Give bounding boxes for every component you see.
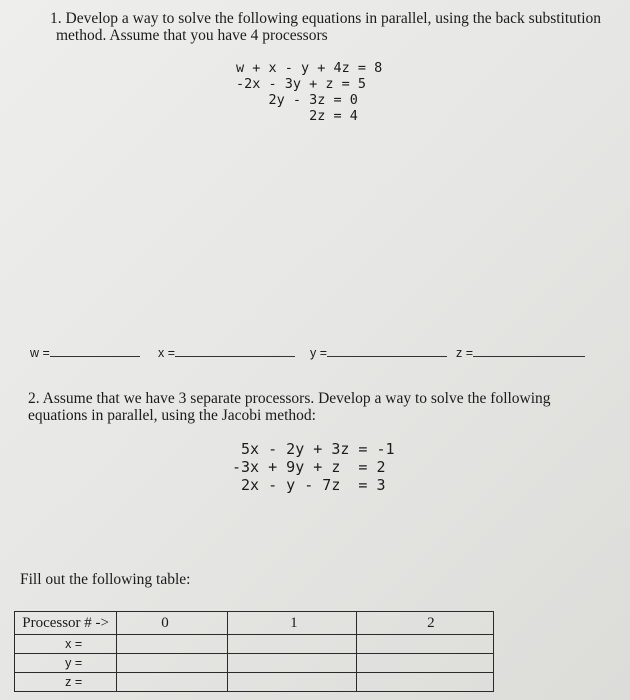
table-cell[interactable] xyxy=(117,673,228,692)
table-instruction: Fill out the following table: xyxy=(20,571,191,588)
answer-x-label: x = xyxy=(158,346,176,360)
equation-line: 5x - 2y + 3z = -1 xyxy=(232,440,395,458)
table-cell[interactable] xyxy=(117,654,228,673)
question-1-equations xyxy=(236,60,382,124)
answer-y-blank[interactable] xyxy=(327,345,447,357)
table-cell[interactable] xyxy=(228,635,357,654)
table-row xyxy=(15,673,494,692)
question-2-equations xyxy=(232,440,395,494)
row-label-y: y = xyxy=(15,654,117,673)
question-1-answer-row xyxy=(30,345,610,375)
answer-z-blank[interactable] xyxy=(473,345,585,357)
equation-line: 2x - y - 7z = 3 xyxy=(232,476,386,494)
equation-line: -2x - 3y + z = 5 xyxy=(236,76,367,92)
table-cell[interactable] xyxy=(357,654,494,673)
question-1-heading xyxy=(50,10,616,44)
answer-z-label: z = xyxy=(456,346,474,360)
answer-w-label: w = xyxy=(30,346,50,360)
row-label-x: x = xyxy=(15,635,117,654)
question-2-heading: 2. Assume that we have 3 separate processors. Develop a way to solve the following equations in parallel, using the Jacobi method: xyxy=(28,390,551,424)
table-header-row xyxy=(15,612,494,635)
row-label-z: z = xyxy=(15,673,117,692)
equation-line: w + x - y + 4z = 8 xyxy=(236,60,383,76)
table-row xyxy=(15,654,494,673)
processor-0-header: 0 xyxy=(117,612,228,635)
answer-w-blank[interactable] xyxy=(50,345,140,357)
answer-z xyxy=(456,345,585,360)
answer-x-blank[interactable] xyxy=(175,345,295,357)
table-row xyxy=(15,635,494,654)
processor-2-header: 2 xyxy=(357,612,494,635)
table-cell[interactable] xyxy=(357,635,494,654)
processor-header-label: Processor # -> xyxy=(15,612,117,635)
table-cell[interactable] xyxy=(228,654,357,673)
table-cell[interactable] xyxy=(117,635,228,654)
question-1-text: Develop a way to solve the following equations in parallel, using the back substitution method. Assume that you have 4 processors xyxy=(56,10,602,44)
equation-line: 2y - 3z = 0 xyxy=(236,92,358,108)
answer-x xyxy=(158,345,295,360)
processor-1-header: 1 xyxy=(228,612,357,635)
question-1-number: 1. xyxy=(50,10,62,27)
answer-y xyxy=(310,345,447,360)
answer-w xyxy=(30,345,140,360)
table-cell[interactable] xyxy=(357,673,494,692)
equation-line: -3x + 9y + z = 2 xyxy=(232,458,386,476)
processor-table xyxy=(14,611,494,692)
answer-y-label: y = xyxy=(310,346,328,360)
equation-line: 2z = 4 xyxy=(236,108,358,124)
table-cell[interactable] xyxy=(228,673,357,692)
